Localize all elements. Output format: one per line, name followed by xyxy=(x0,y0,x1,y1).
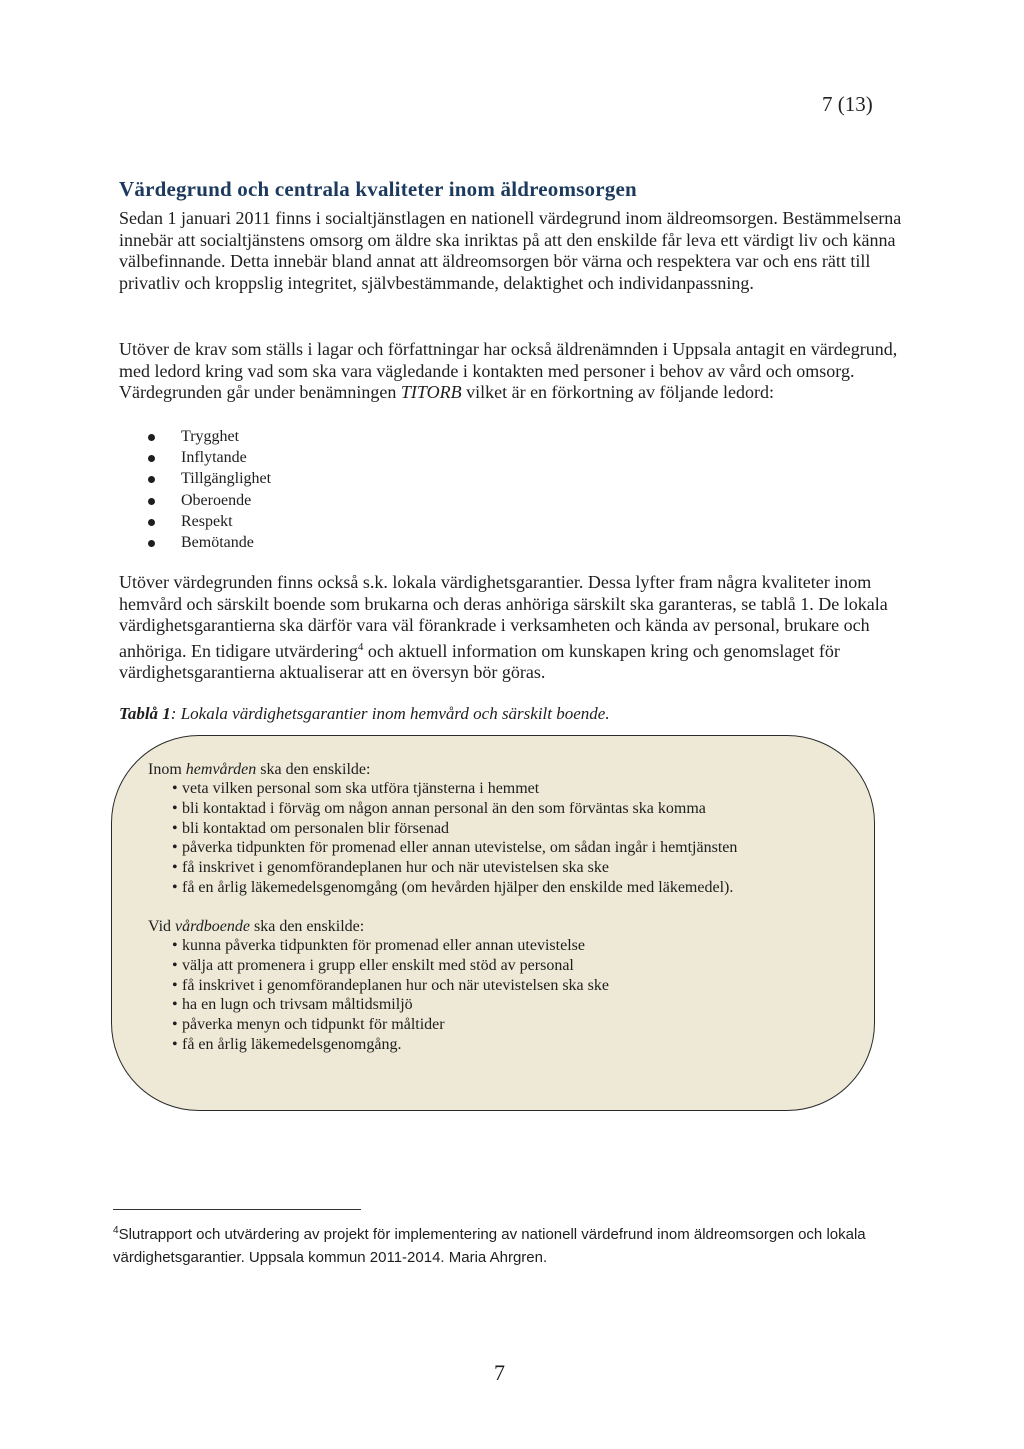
list-item: • veta vilken personal som ska utföra tjänsterna i hemmet xyxy=(150,779,737,799)
list-item: • få inskrivet i genomförandeplanen hur och när utevistelsen ska ske xyxy=(150,976,609,996)
bullet-icon xyxy=(148,455,155,462)
bullet-icon xyxy=(148,476,155,483)
list-item: • påverka menyn och tidpunkt för måltider xyxy=(150,1015,609,1035)
list-item: Bemötande xyxy=(148,532,271,553)
list-item: Tillgänglighet xyxy=(148,468,271,489)
footnote xyxy=(113,1219,913,1269)
list-item: Oberoende xyxy=(148,490,271,511)
list-item: • bli kontaktad i förväg om någon annan personal än den som förväntas ska komma xyxy=(150,799,737,819)
table-caption-text: : Lokala värdighetsgarantier inom hemvård och särskilt boende. xyxy=(170,704,610,723)
list-item: Inflytande xyxy=(148,447,271,468)
vardboende-intro: Vid vårdboende ska den enskilde: xyxy=(148,918,365,935)
list-item: Trygghet xyxy=(148,426,271,447)
paragraph-titorb-before: Utöver de krav som ställs i lagar och författningar har också äldrenämnden i Uppsala antagit en värdegrund, med ledord kring vad som ska vara vägledande i kontakten med personer i behov av vård och omsorg. Värdegrunden går under benämningen xyxy=(119,339,898,402)
paragraph-intro: Sedan 1 januari 2011 finns i socialtjänstlagen en nationell värdegrund inom äldreomsorgen. Bestämmelserna innebär att socialtjänstens omsorg om äldre ska inriktas på att den enskilde får leva ett värdigt liv och känna välbefinnande. Detta innebär bland annat att äldreomsorgen bör värna och respektera var och ens rätt till privatliv och kroppslig integritet, självbestämmande, delaktighet och individanpassning. xyxy=(119,208,902,293)
list-item: • bli kontaktad om personalen blir försenad xyxy=(150,819,737,839)
footnote-text: Slutrapport och utvärdering av projekt för implementering av nationell värdefrund inom äldreomsorgen och lokala värdighetsgarantier. Uppsala kommun 2011-2014. Maria Ahrgren. xyxy=(113,1226,866,1266)
list-item: • få inskrivet i genomförandeplanen hur och när utevistelsen ska ske xyxy=(150,858,737,878)
ledord-list xyxy=(148,426,271,553)
footnote-ref: 4 xyxy=(357,640,364,653)
paragraph-vardighetsgarantier: Utöver värdegrunden finns också s.k. lokala värdighetsgarantier. Dessa lyfter fram några kvaliteter inom hemvård och särskilt boende som brukarna och deras anhöriga särskilt ska garanteras, se tablå 1. De lokala värdighetsgarantierna ska därför vara väl förankrade i verksamheten och kända av personal, brukare och anhöriga. En tidigare utvärdering$^4$ och aktuell information om kunskapen kring och genomslaget för värdighetsgarantierna aktualiserar att en översyn bör göras. xyxy=(119,572,888,682)
titorb-term: TITORB xyxy=(400,382,462,402)
footnote-number: 4 xyxy=(113,1225,119,1236)
hemvard-intro: Inom hemvården ska den enskilde: xyxy=(148,761,371,778)
list-item: • kunna påverka tidpunkten för promenad eller annan utevistelse xyxy=(150,936,609,956)
list-item: • få en årlig läkemedelsgenomgång (om hevården hjälper den enskilde med läkemedel). xyxy=(150,878,737,898)
paragraph-titorb xyxy=(119,339,909,404)
table-caption xyxy=(119,704,610,724)
list-item: • påverka tidpunkten för promenad eller annan utevistelse, om sådan ingår i hemtjänsten xyxy=(150,838,737,858)
page-header: 7 (13) xyxy=(822,92,873,116)
bullet-icon xyxy=(148,434,155,441)
list-item: • ha en lugn och trivsam måltidsmiljö xyxy=(150,995,609,1015)
paragraph-titorb-after: vilket är en förkortning av följande ledord: xyxy=(466,382,774,402)
bullet-icon xyxy=(148,498,155,505)
page-number: 7 xyxy=(494,1360,505,1385)
bullet-icon xyxy=(148,519,155,526)
bullet-icon xyxy=(148,540,155,547)
list-item: • få en årlig läkemedelsgenomgång. xyxy=(150,1035,609,1055)
list-item: • välja att promenera i grupp eller enskilt med stöd av personal xyxy=(150,956,609,976)
table-caption-label: Tablå 1 xyxy=(119,704,171,723)
section-title: Värdegrund och centrala kvaliteter inom äldreomsorgen xyxy=(119,177,637,201)
list-item: Respekt xyxy=(148,511,271,532)
hemvard-list xyxy=(150,779,737,898)
footnote-divider xyxy=(113,1209,361,1210)
vardboende-list xyxy=(150,936,609,1055)
